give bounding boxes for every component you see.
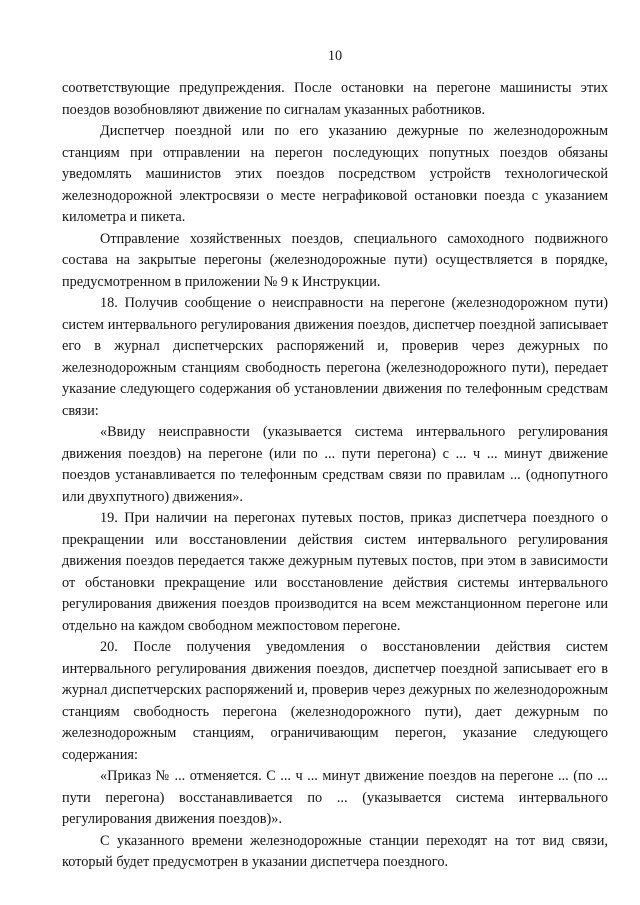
page-number: 10 (327, 48, 343, 64)
paragraph-quote-20: «Приказ № ... отменяется. С ... ч ... минут движение поездов на перегоне ... (по ... пути перегона) восстанавливается по ... (указывается система интервального регулирования движения поездов)». (62, 768, 608, 827)
paragraph-service-trains: Отправление хозяйственных поездов, специального самоходного подвижного состава на закрытые перегоны (железнодорожные пути) осуществляется в порядке, предусмотренном в приложении № 9 к Инструкции. (62, 230, 608, 290)
paragraph-dispatcher-notify: Диспетчер поездной или по его указанию дежурные по железнодорожным станциям при отправлении на перегон последующих попутных поездов обязаны уведомлять машинистов этих поездов посредством устройств технологической железнодорожной электросвязи о месте неграфиковой остановки поезда с указанием километра и пикета. (62, 123, 608, 225)
paragraph-quote-18: «Ввиду неисправности (указывается система интервального регулирования движения поездов) на перегоне (или по ... пути перегона) с ... ч ... минут движение поездов устанавливается по телефонным средствам связи по правилам ... (однопутного или двухпутного) движения». (62, 424, 608, 505)
paragraph-item-19: 19. При наличии на перегонах путевых постов, приказ диспетчера поездного о прекращении или восстановлении действия систем интервального регулирования движения поездов передается также дежурным путевых постов, при этом в зависимости от обстановки прекращение или восстановление действия системы интервального регулирования движения поездов производится на всем межстанционном перегоне или отдельно на каждом свободном межпостовом перегоне. (62, 510, 608, 634)
paragraph-item-20: 20. После получения уведомления о восстановлении действия систем интервального регулирования движения поездов, диспетчер поездной записывает его в журнал диспетчерских распоряжений и, проверив через дежурных по железнодорожным станциям свободность перегона (железнодорожного пути), дает дежурным по железнодорожным станциям, ограничивающим перегон, указание следующего содержания: (62, 639, 608, 763)
paragraph-item-18: 18. Получив сообщение о неисправности на перегоне (железнодорожном пути) систем интервального регулирования движения поездов, диспетчер поездной записывает его в журнал диспетчерских распоряжений и, проверив через дежурных по железнодорожным станциям свободность перегона (железнодорожного пути), передает указание следующего содержания об установлении движения по телефонным средствам связи: (62, 295, 608, 419)
paragraph-final: С указанного времени железнодорожные станции переходят на тот вид связи, который будет предусмотрен в указании диспетчера поездного. (62, 832, 608, 870)
paragraph-continuation: соответствующие предупреждения. После остановки на перегоне машинисты этих поездов возобновляют движение по сигналам указанных работников. (62, 80, 608, 118)
